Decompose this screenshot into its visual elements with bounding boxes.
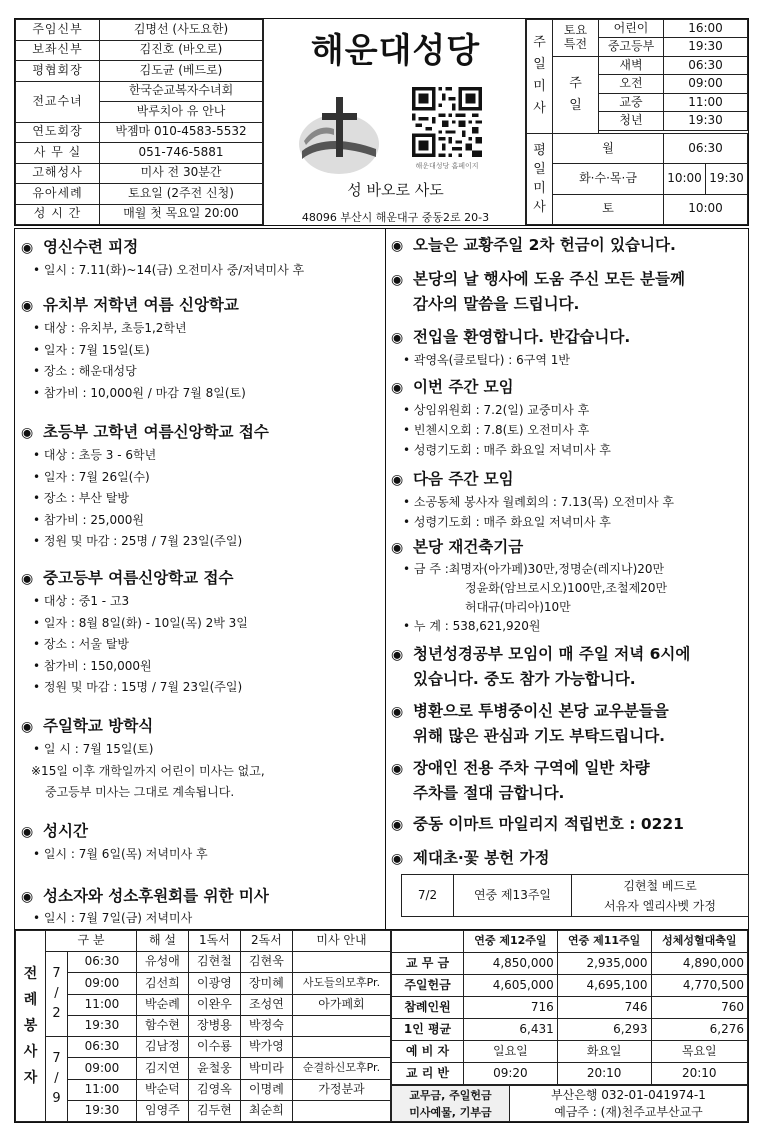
staff-value: 김진호 (바오로) [100, 40, 263, 61]
notice-retreat [21, 235, 304, 282]
notice-item-cont: 정윤화(암브로시오)100만,조철제20만 [465, 581, 668, 595]
weekday-name: 월 [553, 133, 664, 163]
staff-value: 051-746-5881 [100, 143, 263, 164]
bullet-icon: ◉ [21, 298, 34, 314]
notice-item: • 성령기도회 : 매주 화요일 저녁미사 후 [391, 440, 611, 460]
mass-guide: 순결하신모후Pr. [292, 1058, 390, 1079]
notice-item: • 장소 : 서울 탈방 [21, 634, 248, 656]
fin-value: 716 [464, 997, 558, 1019]
staff-key: 전교수녀 [16, 81, 100, 122]
account-holder: 예금주 : (재)천주교부산교구 [554, 1104, 703, 1119]
fin-label: 1인 평균 [392, 1019, 464, 1041]
duty-label: 교 리 반 [392, 1063, 464, 1085]
staff-key: 성 시 간 [16, 204, 100, 225]
notice-next-week [391, 467, 674, 532]
reader-2: 박미라 [240, 1058, 292, 1079]
fin-header: 성체성혈대축일 [651, 931, 747, 953]
bullet-icon: ◉ [21, 889, 34, 905]
mass-guide: 사도들의모후Pr. [292, 973, 390, 994]
commentator: 함수현 [136, 1015, 188, 1036]
notice-title: 본당 재건축기금 [413, 538, 524, 556]
flower-day: 연중 제13주일 [454, 875, 572, 917]
notice-title-cont: 있습니다. 중도 참가 가능합니다. [413, 670, 636, 688]
duty-time: 20:10 [557, 1063, 651, 1085]
mass-schedule-table [526, 19, 748, 225]
bullet-icon: ◉ [391, 472, 404, 488]
duty-day: 목요일 [651, 1041, 747, 1063]
staff-value: 토요일 (2주전 신청) [100, 184, 263, 205]
mass-guide: 아가페회 [292, 994, 390, 1015]
fin-value: 760 [651, 997, 747, 1019]
commentator: 김남정 [136, 1037, 188, 1058]
mass-time: 11:00 [68, 994, 137, 1015]
commentator: 김지연 [136, 1058, 188, 1079]
mass-guide [292, 1037, 390, 1058]
reader-2: 최순희 [240, 1100, 292, 1121]
fin-label: 교 무 금 [392, 953, 464, 975]
notice-item: • 일시 : 7월 6일(목) 저녁미사 후 [21, 844, 208, 866]
notice-title: 병환으로 투병중이신 본당 교우분들을 [413, 702, 669, 720]
fin-value: 6,293 [557, 1019, 651, 1041]
mass-name: 중고등부 [599, 38, 664, 56]
staff-value: 한국순교복자수녀회 [100, 81, 263, 102]
notice-note: ※15일 이후 개학일까지 어린이 미사는 없고, [31, 763, 265, 778]
staff-key: 연도회장 [16, 122, 100, 143]
reader-1: 김영옥 [188, 1079, 240, 1100]
mass-name: 오전 [599, 75, 664, 93]
weekday-name: 토 [553, 194, 664, 224]
mass-name: 교중 [599, 93, 664, 111]
fin-value: 4,605,000 [464, 975, 558, 997]
fin-header: 연중 제11주일 [557, 931, 651, 953]
notice-item: • 누 계 : 538,621,920원 [391, 617, 667, 636]
weekday-name: 화·수·목·금 [553, 164, 664, 194]
notice-title: 성시간 [43, 822, 88, 840]
notice-elementary-camp [21, 420, 269, 553]
bullet-icon: ◉ [391, 704, 404, 720]
mass-time: 10:00 [664, 194, 748, 224]
notice-title: 전입을 환영합니다. 반갑습니다. [413, 328, 631, 346]
bank-account: 부산은행 032-01-041974-1 [551, 1087, 706, 1102]
staff-key: 사 무 실 [16, 143, 100, 164]
notice-holy-hour [21, 819, 208, 866]
notice-title: 중동 이마트 마일리지 적립번호 : 0221 [413, 815, 684, 833]
notice-item: • 곽영옥(클로틸다) : 6구역 1반 [391, 350, 630, 372]
fin-label: 참례인원 [392, 997, 464, 1019]
staff-value: 미사 전 30분간 [100, 163, 263, 184]
mass-time: 09:00 [68, 1058, 137, 1079]
notice-title-cont: 주차를 절대 금합니다. [413, 784, 565, 802]
reader-2: 김현욱 [240, 952, 292, 973]
notice-item: • 일 시 : 7월 15일(토) [21, 739, 265, 761]
staff-value: 박루치아 유 안나 [100, 102, 263, 123]
staff-table [15, 19, 263, 225]
duty-time: 20:10 [651, 1063, 747, 1085]
notice-building-fund [391, 535, 667, 636]
staff-value: 김명선 (사도요한) [100, 20, 263, 41]
mass-time: 19:30 [664, 38, 748, 56]
staff-key: 고해성사 [16, 163, 100, 184]
mass-time: 19:30 [664, 112, 748, 130]
notice-note: 중고등부 미사는 그대로 계속됩니다. [45, 785, 235, 799]
fin-value: 4,695,100 [557, 975, 651, 997]
bullet-icon: ◉ [391, 540, 404, 556]
fin-value: 4,850,000 [464, 953, 558, 975]
reader-1: 이수룡 [188, 1037, 240, 1058]
service-date: 7 / 9 [46, 1037, 68, 1122]
notice-item: • 일자 : 8월 8일(화) - 10일(목) 2박 3일 [21, 613, 248, 635]
notice-title: 성소자와 성소후원회를 위한 미사 [43, 887, 269, 905]
mass-time: 11:00 [68, 1079, 137, 1100]
mass-time: 10:00 [664, 164, 706, 194]
notice-title: 유치부 저학년 여름 신앙학교 [43, 296, 239, 314]
col-header: 구 분 [46, 931, 137, 952]
notice-parking [391, 756, 650, 805]
notice-title: 영신수련 피정 [43, 238, 139, 256]
bullet-icon: ◉ [391, 330, 404, 346]
church-logo-icon [294, 89, 384, 179]
bank-account-table [391, 1085, 748, 1122]
notice-item: • 일자 : 7월 26일(수) [21, 467, 269, 489]
bullet-icon: ◉ [21, 719, 34, 735]
notice-item: • 금 주 :최명자(아가페)30만,정명순(레지나)20만 [391, 560, 667, 579]
bullet-icon: ◉ [391, 380, 404, 396]
servers-side-label: 전 례 봉 사 자 [16, 931, 46, 1122]
church-name: 해운대성당 [310, 31, 481, 71]
notice-item: • 상임위원회 : 7.2(일) 교중미사 후 [391, 400, 611, 420]
reader-2: 장미혜 [240, 973, 292, 994]
mass-name: 어린이 [599, 20, 664, 38]
notice-item-cont: 허대규(마리아)10만 [465, 600, 571, 614]
reader-2: 박가영 [240, 1037, 292, 1058]
commentator: 유성애 [136, 952, 188, 973]
fin-label: 주일헌금 [392, 975, 464, 997]
mass-time: 06:30 [664, 133, 748, 163]
mass-guide [292, 952, 390, 973]
col-header: 1독서 [188, 931, 240, 952]
reader-1: 이완우 [188, 994, 240, 1015]
staff-key: 유아세례 [16, 184, 100, 205]
staff-key: 주임신부 [16, 20, 100, 41]
mass-name: 청년 [599, 112, 664, 130]
notice-title: 다음 주간 모임 [413, 470, 514, 488]
notice-altar-flowers [391, 846, 549, 871]
staff-value: 매월 첫 목요일 20:00 [100, 204, 263, 225]
notice-welcome [391, 325, 630, 372]
reader-1: 김현철 [188, 952, 240, 973]
notice-vocation-mass [21, 884, 269, 927]
account-purpose: 교무금, 주일헌금 미사예물, 기부금 [392, 1086, 510, 1122]
staff-key: 보좌신부 [16, 40, 100, 61]
bottom-tables [14, 929, 749, 1123]
notice-item: • 대상 : 초등 3 - 6학년 [21, 445, 269, 467]
bullet-icon: ◉ [21, 571, 34, 587]
reader-2: 이명례 [240, 1079, 292, 1100]
notice-item: • 일자 : 7월 15일(토) [21, 340, 246, 362]
announcements [14, 228, 749, 929]
bullet-icon: ◉ [21, 240, 34, 256]
fin-value: 746 [557, 997, 651, 1019]
fin-header: 연중 제12주일 [464, 931, 558, 953]
duty-label: 예 비 자 [392, 1041, 464, 1063]
mass-time: 11:00 [664, 93, 748, 111]
notice-title: 중고등부 여름신앙학교 접수 [43, 569, 234, 587]
notice-item: • 정원 및 마감 : 25명 / 7월 23일(주일) [21, 531, 269, 553]
reader-1: 이광영 [188, 973, 240, 994]
notice-item: • 빈첸시오회 : 7.8(토) 오전미사 후 [391, 420, 611, 440]
mass-time: 09:00 [68, 973, 137, 994]
saturday-vigil-label: 토요 특전 [553, 20, 599, 57]
notice-item: • 참가비 : 25,000원 [21, 510, 269, 532]
qr-caption: 해운대성당 홈페이지 [415, 162, 479, 170]
notice-emart [391, 812, 684, 837]
notice-this-week [391, 375, 611, 460]
mass-name: 새벽 [599, 56, 664, 74]
duty-time: 09:20 [464, 1063, 558, 1085]
church-address: 48096 부산시 해운대구 중동2로 20-3 [301, 211, 490, 224]
bullet-icon: ◉ [391, 238, 404, 254]
fin-value: 6,276 [651, 1019, 747, 1041]
notice-title: 주일학교 방학식 [43, 717, 154, 735]
notice-title: 이번 주간 모임 [413, 378, 514, 396]
col-header: 해 설 [136, 931, 188, 952]
mass-time: 06:30 [68, 1037, 137, 1058]
notice-papal-collection [391, 233, 676, 258]
notice-school-break [21, 714, 265, 804]
reader-1: 윤철웅 [188, 1058, 240, 1079]
column-divider [385, 229, 386, 930]
notice-item: • 장소 : 부산 탈방 [21, 488, 269, 510]
fin-value: 4,890,000 [651, 953, 747, 975]
mass-time: 06:30 [68, 952, 137, 973]
commentator: 김선희 [136, 973, 188, 994]
notice-item: • 참가비 : 10,000원 / 마감 7월 8일(토) [21, 383, 246, 405]
notice-title: 본당의 날 행사에 도움 주신 모든 분들께 [413, 270, 685, 288]
notice-item: • 성령기도회 : 매주 화요일 저녁미사 후 [391, 512, 674, 532]
liturgy-servers-table [15, 930, 391, 1122]
mass-guide [292, 1100, 390, 1121]
notice-item: • 일시 : 7월 7일(금) 저녁미사 [21, 909, 269, 927]
fin-value: 6,431 [464, 1019, 558, 1041]
staff-value: 박젬마 010-4583-5532 [100, 122, 263, 143]
church-identity [263, 19, 526, 225]
patron-saint: 성 바오로 사도 [347, 181, 444, 199]
mass-time: 19:30 [68, 1100, 137, 1121]
fin-value: 4,770,500 [651, 975, 747, 997]
commentator: 임영주 [136, 1100, 188, 1121]
col-header: 2독서 [240, 931, 292, 952]
notice-title: 오늘은 교황주일 2차 헌금이 있습니다. [413, 236, 676, 254]
sunday-label: 주 일 [553, 56, 599, 133]
col-header: 미사 안내 [292, 931, 390, 952]
account-info [510, 1086, 748, 1122]
reader-2: 박정숙 [240, 1015, 292, 1036]
bulletin-header [14, 18, 749, 226]
mass-time: 19:30 [706, 164, 748, 194]
flower-date: 7/2 [402, 875, 454, 917]
notice-item: • 소공동체 봉사자 월례회의 : 7.13(목) 오전미사 후 [391, 492, 674, 512]
reader-1: 장병용 [188, 1015, 240, 1036]
qr-code-icon [412, 87, 482, 157]
notice-title-cont: 감사의 말씀을 드립니다. [413, 295, 580, 313]
bullet-icon: ◉ [391, 272, 404, 288]
notice-item: • 장소 : 해운대성당 [21, 361, 246, 383]
notice-kinder-camp [21, 293, 246, 404]
service-date: 7 / 2 [46, 952, 68, 1037]
staff-key: 평협회장 [16, 61, 100, 82]
mass-time: 06:30 [664, 56, 748, 74]
notice-item: • 참가비 : 150,000원 [21, 656, 248, 678]
notice-item: • 일시 : 7.11(화)~14(금) 오전미사 중/저녁미사 후 [21, 260, 304, 282]
mass-guide [292, 1015, 390, 1036]
notice-youth-camp [21, 566, 248, 699]
mass-time: 19:30 [68, 1015, 137, 1036]
duty-day: 화요일 [557, 1041, 651, 1063]
notice-title: 제대초·꽃 봉헌 가정 [413, 849, 550, 867]
altar-flower-table [401, 874, 749, 917]
notice-prayer-sick [391, 699, 669, 748]
bullet-icon: ◉ [391, 761, 404, 777]
bullet-icon: ◉ [391, 851, 404, 867]
staff-value: 김도균 (베드로) [100, 61, 263, 82]
reader-1: 김두현 [188, 1100, 240, 1121]
notice-title: 청년성경공부 모임이 매 주일 저녁 6시에 [413, 645, 691, 663]
notice-item: • 대상 : 유치부, 초등1,2학년 [21, 318, 246, 340]
commentator: 박순덕 [136, 1079, 188, 1100]
notice-thanks [391, 267, 685, 316]
bullet-icon: ◉ [391, 647, 404, 663]
fin-value: 2,935,000 [557, 953, 651, 975]
duty-day: 일요일 [464, 1041, 558, 1063]
finance-table [391, 930, 748, 1085]
notice-title: 초등부 고학년 여름신앙학교 접수 [43, 423, 269, 441]
bullet-icon: ◉ [391, 817, 404, 833]
notice-item: • 대상 : 중1 - 고3 [21, 591, 248, 613]
fin-header-blank [392, 931, 464, 953]
mass-guide: 가정분과 [292, 1079, 390, 1100]
mass-time: 16:00 [664, 20, 748, 38]
notice-item: • 정원 및 마감 : 15명 / 7월 23일(주일) [21, 677, 248, 699]
commentator: 박순례 [136, 994, 188, 1015]
weekday-mass-label: 평 일 미 사 [527, 133, 553, 224]
bullet-icon: ◉ [21, 425, 34, 441]
notice-title-cont: 위해 많은 관심과 기도 부탁드립니다. [413, 727, 666, 745]
bullet-icon: ◉ [21, 824, 34, 840]
notice-youth-bible [391, 642, 690, 691]
sunday-mass-label: 주 일 미 사 [527, 20, 553, 134]
flower-family: 김현철 베드로 서유자 엘리사벳 가정 [572, 875, 749, 917]
reader-2: 조성연 [240, 994, 292, 1015]
mass-time: 09:00 [664, 75, 748, 93]
notice-title: 장애인 전용 주차 구역에 일반 차량 [413, 759, 650, 777]
